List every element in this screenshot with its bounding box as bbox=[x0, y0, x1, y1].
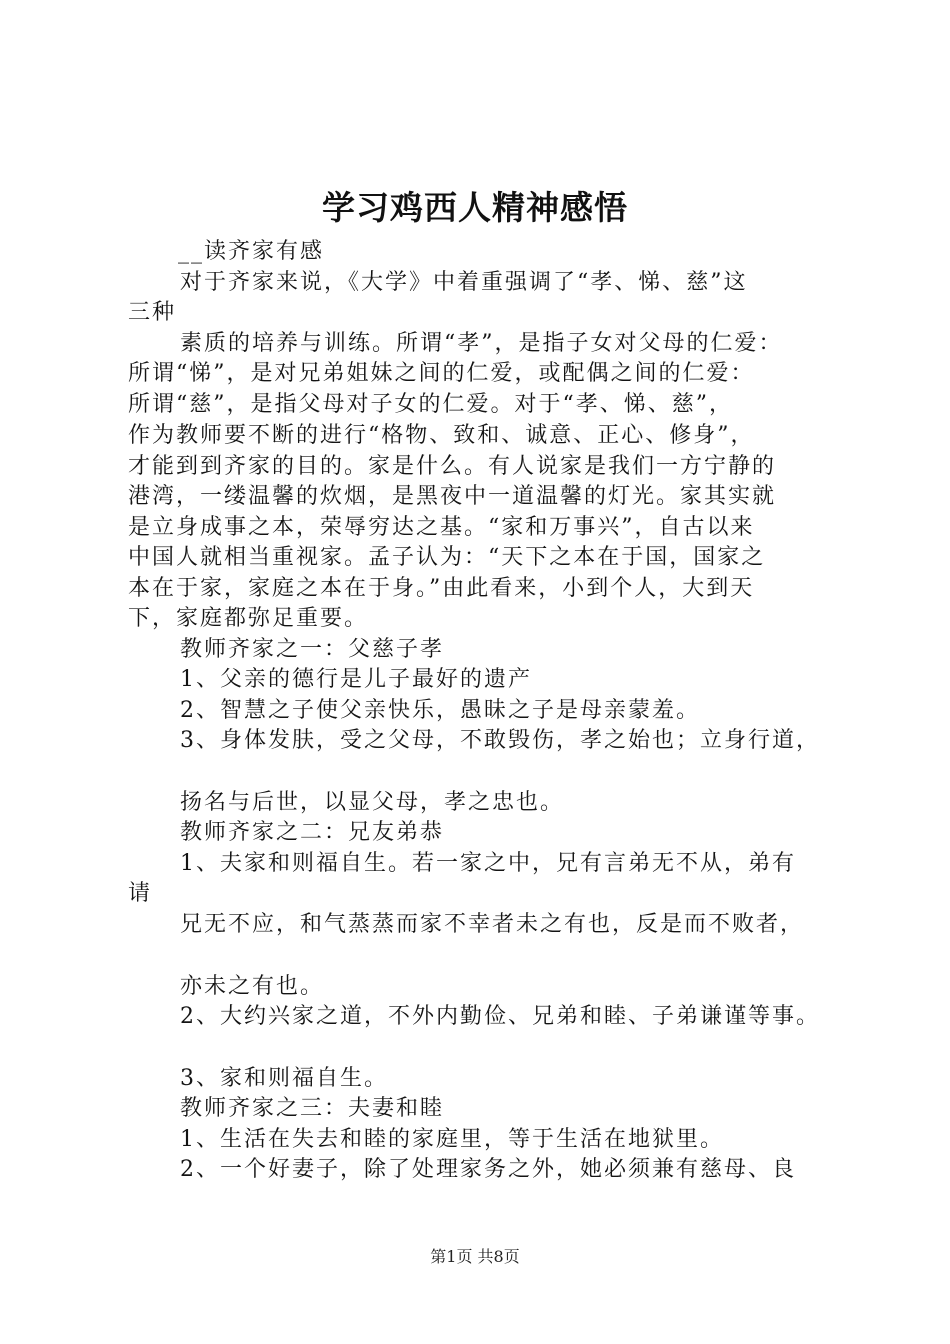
document-title: 学习鸡西人精神感悟 bbox=[322, 188, 628, 227]
list-item-continuation: 请 bbox=[128, 881, 153, 906]
list-item: 2、大约兴家之道，不外内勤俭、兄弟和睦、子弟谦谨等事。 bbox=[180, 1004, 820, 1029]
paragraph-line: 本在于家，家庭之本在于身。”由此看来，小到个人，大到天 bbox=[128, 576, 755, 601]
paragraph-line: 素质的培养与训练。所谓“孝”，是指子女对父母的仁爱： bbox=[180, 331, 783, 356]
paragraph-line: 作为教师要不断的进行“格物、致和、诚意、正心、修身”， bbox=[128, 423, 755, 448]
list-item: 2、一个好妻子，除了处理家务之外，她必须兼有慈母、良 bbox=[180, 1157, 796, 1182]
list-item-continuation: 亦未之有也。 bbox=[180, 974, 325, 999]
list-item: 1、父亲的德行是儿子最好的遗产 bbox=[180, 667, 532, 692]
paragraph-line: 所谓“慈”，是指父母对子女的仁爱。对于“孝、悌、慈”， bbox=[128, 392, 733, 417]
paragraph-line: 下，家庭都弥足重要。 bbox=[128, 606, 369, 631]
paragraph-line: 所谓“悌”，是对兄弟姐妹之间的仁爱，或配偶之间的仁爱： bbox=[128, 361, 755, 386]
paragraph-line: 港湾，一缕温馨的炊烟，是黑夜中一道温馨的灯光。家其实就 bbox=[128, 484, 777, 509]
paragraph-line: 对于齐家来说，《大学》中着重强调了“孝、悌、慈”这 bbox=[180, 270, 748, 295]
paragraph-line: 中国人就相当重视家。孟子认为：“天下之本在于国，国家之 bbox=[128, 545, 766, 570]
list-item-continuation: 扬名与后世，以显父母，孝之忠也。 bbox=[180, 790, 565, 815]
list-item: 2、智慧之子使父亲快乐，愚昧之子是母亲蒙羞。 bbox=[180, 698, 700, 723]
page-footer: 第1页 共8页 bbox=[430, 1247, 520, 1266]
paragraph-line: 才能到到齐家的目的。家是什么。有人说家是我们一方宁静的 bbox=[128, 454, 777, 479]
list-item: 3、身体发肤，受之父母，不敢毁伤，孝之始也；立身行道， bbox=[180, 728, 820, 753]
list-item-continuation: 兄无不应，和气蒸蒸而家不幸者未之有也，反是而不败者， bbox=[180, 912, 805, 937]
section-heading: 教师齐家之三：夫妻和睦 bbox=[180, 1096, 445, 1121]
list-item: 1、夫家和则福自生。若一家之中，兄有言弟无不从，弟有 bbox=[180, 851, 796, 876]
section-heading: 教师齐家之二：兄友弟恭 bbox=[180, 820, 445, 845]
list-item: 3、家和则福自生。 bbox=[180, 1066, 388, 1091]
paragraph-line: 是立身成事之本，荣辱穷达之基。“家和万事兴”，自古以来 bbox=[128, 515, 755, 540]
list-item: 1、生活在失去和睦的家庭里，等于生活在地狱里。 bbox=[180, 1127, 724, 1152]
section-heading: 教师齐家之一：父慈子孝 bbox=[180, 637, 445, 662]
subtitle-line: __读齐家有感 bbox=[178, 239, 325, 264]
paragraph-line: 三种 bbox=[128, 300, 177, 325]
